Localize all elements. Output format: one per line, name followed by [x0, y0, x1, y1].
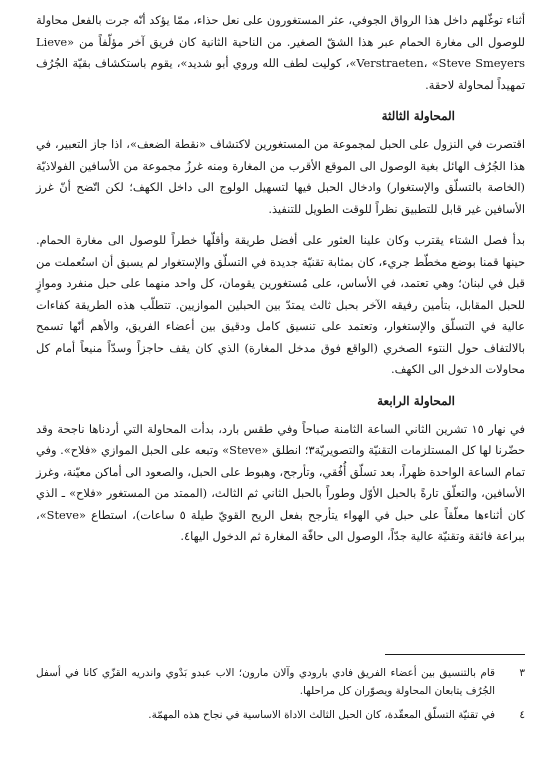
- footnote-number: ٤: [519, 709, 525, 721]
- footnote-text: قام بالتنسيق بين أعضاء الفريق فادي بارودي وآلان مارون؛ الاب عبدو بَدْوي واندريه القزّي كانا في أسفل الجُرُف يتابعان المحاولة ويصوّران كل مراحلها.: [36, 667, 495, 697]
- footnote-text: في تقنيّة التسلّق المعقّدة، كان الحبل الثالث الاداة الاساسية في نجاح هذه المهمّة.: [148, 709, 495, 721]
- section-heading-third-attempt: المحاولة الثالثة: [381, 109, 455, 123]
- footnote-number: ٣: [519, 667, 525, 679]
- section-heading-fourth-attempt: المحاولة الرابعة: [377, 393, 455, 408]
- footnote-separator: [385, 654, 525, 655]
- footnote: [36, 706, 525, 724]
- footnotes: [36, 664, 525, 730]
- intro-paragraph: أثناء توغّلهم داخل هذا الرواق الجوفي، عثر المستغورون على نعل حذاء، ممّا يؤكد أنّه جرت بالفعل محاولة للوصول الى مغارة الحمام عبر هذا الشقّ الصغير. من الناحية الثانية كان فريق آخر مؤلّفاً من «Lieve Verstraeten، «Steve Smeyers»، كوليت لطف الله وروي أبو شديد»، يقوم باستكشاف بقيّة الجُرُف تمهيداً لمحاولة لاحقة.: [36, 13, 526, 92]
- footnote: [36, 664, 525, 700]
- section4-paragraph: في نهار ١٥ تشرين الثاني الساعة الثامنة صباحاً وفي طقس بارد، بدأت المحاولة التي أردناها ناجحة وقد حضّرنا لها كل المستلزمات التقنيّة والتصويريّة٣؛ انطلق «Steve» وتبعه على الحبل الموازي «فلاح». وفي تمام الساعة الواحدة ظهراً، بعد تسلّق أُفُقي، وتأرجح، وهبوط على الحبل، والصعود الى أماكن معيّنة، وغرز الأسافين، والتعلّق تارةً بالحبل الأوّل وطوراً بالحبل الثاني ثم الثالث، (الممتد من المستغور «فلاح» ـ الذي كان أثناءها معلّقاً على حبل في الهواء يتأرجح بفعل الريح القويّ طيلة ٥ ساعات)، استطاع «Steve»، ببراعة فائقة وتقنيّة عالية جدّاً، الوصول الى حافّة المغارة ثم الدخول اليها٤.: [36, 421, 526, 543]
- section3-paragraph-1: اقتصرت في النزول على الحبل لمجموعة من المستغورين لاكتشاف «نقطة الضعف»، اذا جاز التعبير، في هذا الجُرُف الهائل بغية الوصول الى الموقع الأقرب من المغارة ومنه غرزُ مجموعة من الأسافين الفولاذيّة (الخاصة بالتسلّق والإستغوار) وادخال الحبل فيها لتسهيل الولوج الى داخل الكهف؛ لكن اتّضح أنّ غرز الأسافين غير قابل للتطبيق نظراً للوقت الطويل للتنفيذ.: [36, 137, 525, 216]
- section3-paragraph-2: بدأ فصل الشتاء يقترب وكان علينا العثور على أفضل طريقة وأقلّها خطراً للوصول الى مغارة الحمام. حينها قمنا بوضع مخطّط جريء، كان بمثابة تقنيّة جديدة في التسلّق والإستغوار لم يسبق أن استُعملت من قبل في لبنان؛ وهي تعتمد، في الأساس، على مُستغورين يقومان، كل واحد منهما على حبل منفرد وموازٍ للحبل المقابل، بتأمين رفيقه الآخر بحبل ثالث يمتدّ بين الحبلين الموازيين. تتطلّب هذه الطريقة كفاءات عالية في التسلّق والإستغوار، وتعتمد على تنسيق كامل ودقيق بين أعضاء الفريق، والأهم أنّها تسمح بالالتفاف حول النتوء الصخري (الواقع فوق مدخل المغارة) الذي كان يقف حاجزاً وسدّاً منيعاً أمام كل محاولات الدخول الى الكهف.: [36, 233, 525, 376]
